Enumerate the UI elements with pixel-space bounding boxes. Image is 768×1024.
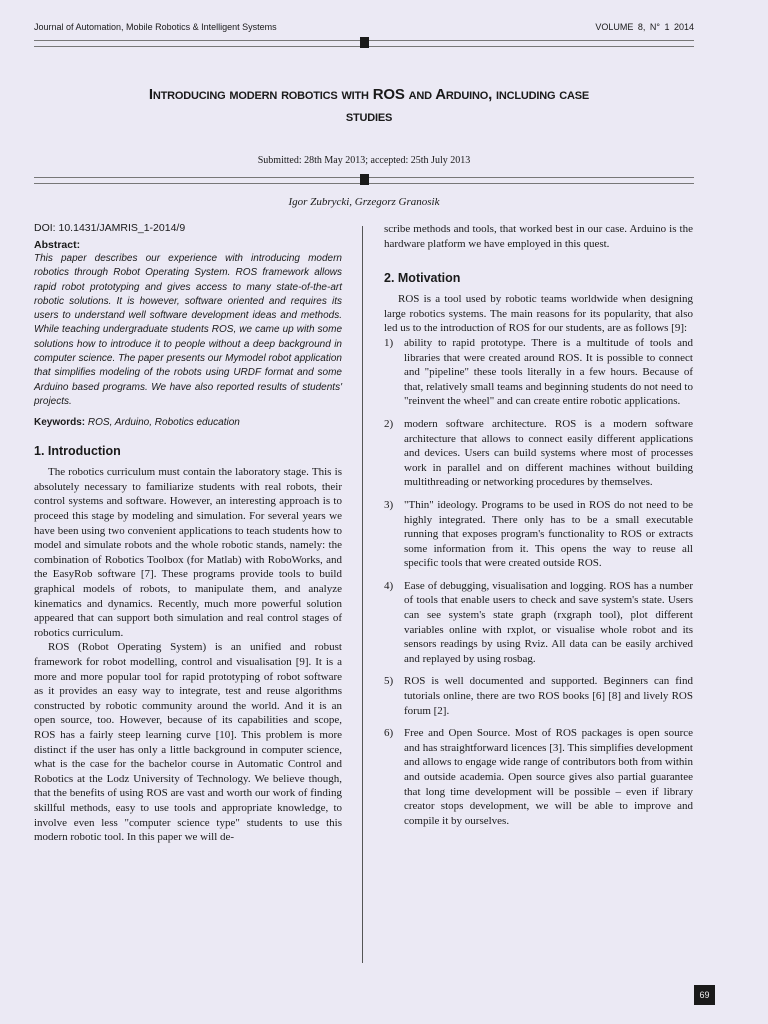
list-item-number: 1): [384, 336, 394, 349]
issue-number: N° 1: [649, 22, 670, 32]
header-rule: [34, 40, 694, 47]
list-item: [384, 674, 693, 718]
keywords-value: ROS, Arduino, Robotics education: [87, 417, 240, 429]
year: 2014: [673, 22, 694, 32]
title-rule: [34, 177, 694, 184]
list-item-number: 4): [384, 579, 394, 592]
submission-dates: Submitted: 28th May 2013; accepted: 25th July 2013: [257, 155, 471, 166]
doi: DOI: 10.1431/JAMRIS_1-2014/9: [34, 222, 186, 234]
rule-square-icon: [360, 37, 369, 48]
section-heading-motivation: 2. Motivation: [384, 271, 461, 286]
intro-paragraph-1: The robotics curriculum must contain the laboratory stage. This is absolutely necessary to familiarize students with real robots, their control systems and software. However, an interesting approach is to proceed this stage by modeling and simulation. For several years we have been using two convenient applications to teach students how to model and simulate robots and the whole robotic stands, namely: the combination of Robotics Toolbox (for Matlab) with RoboWorks, and the EasyRob software [7]. These programs provide tools to build graphical models of robots, to manipulate them, and analyze kinematics and dynamics. Recently, much more powerful solution appeared that can support both simulation and real control stages of robotics curriculum.: [34, 466, 342, 639]
list-item-text: ROS is well documented and supported. Beginners can find tutorials online, there are two ROS books [6] [8] and lively ROS forum [2].: [404, 675, 693, 717]
list-item-text: Ease of debugging, visualisation and logging. ROS has a number of tools that enable users to check and save system's state. Users can see system's state graph (rxgraph tool), plot different variables online with rxplot, or visualise whole robot and its sensors readings by using Rviz. All data can be easily archived and replayed by using rosbag.: [404, 579, 693, 665]
list-item: [384, 417, 693, 490]
volume: VOLUME 8,: [595, 22, 646, 32]
list-item-number: 5): [384, 675, 394, 688]
list-item-text: modern software architecture. ROS is a modern software architecture that allows to connect easily different applications and devices. Users can build systems where most of processes work in parallel and on different machines without building multithreading or networking procedures by themselves.: [404, 417, 693, 489]
list-item-number: 3): [384, 498, 394, 511]
abstract-text: This paper describes our experience with introducing modern robotics through Robot Operating System. ROS framework allows rapid robot prototyping and gives access to many state-of-the-art robotic solutions. It is however, software oriented and requires its users to understand well software development ideas and methods. While teaching undergraduate students ROS, we came up with some solutions how to introduce it to people without a deep background in computer science. The paper presents our Mymodel robot application that simplifies modeling of the robots using URDF format and some Arduino based programs. We have also reported results of students' projects.: [34, 253, 342, 407]
section-heading-introduction: 1. Introduction: [34, 444, 121, 459]
list-item: [384, 336, 693, 409]
title-line-2: studies: [345, 108, 393, 125]
list-item-number: 2): [384, 417, 394, 430]
paper-title: [60, 84, 678, 128]
column-divider: [362, 226, 363, 963]
abstract-heading: Abstract:: [34, 239, 81, 251]
list-item: [384, 498, 693, 571]
list-item-text: Free and Open Source. Most of ROS packages is open source and has straightforward licences [3]. This simplifies development and allows to engage wide range of contributors both from within and outside academia. Open source gives also partial guarantee that long time development will be possible – even if library creator stops development, we will be able to improve and compile it by ourselves.: [404, 727, 693, 827]
title-line-1: Introducing modern robotics with ROS and Arduino, including case: [148, 86, 590, 103]
intro-paragraph-2: ROS (Robot Operating System) is an unified and robust framework for robot modelling, control and visualisation [9]. It is a more and more popular tool for rapid prototyping of robot software as it provides an easy way to integrate, test and reuse algorithms constructed by robotic community around the world. And it is an open source, too. However, because of its capabilities and scope, ROS has a fairly steep learning curve [10]. This problem is more distinct if the user has only a little background in computer science, what is the case for the bachelor course in Automatic Control and Robotics at the Lodz University of Technology. We believe though, that the benefits of using ROS are vast and worth our work of finding skillful methods, easy to use tools and appropriate knowledge, to involve even less "computer science type" students to use this modern robotic tool. In this paper we will de-: [34, 641, 342, 844]
keywords: [34, 417, 342, 428]
list-item: [384, 579, 693, 667]
left-column: [34, 222, 342, 845]
keywords-label: Keywords:: [34, 417, 86, 429]
journal-name: Journal of Automation, Mobile Robotics & Intelligent Systems: [34, 22, 277, 32]
list-item: [384, 726, 693, 828]
authors: Igor Zubrycki, Grzegorz Granosik: [288, 196, 440, 208]
list-item-text: "Thin" ideology. Programs to be used in ROS do not need to be highly integrated. There only has to be a small executable running that exposes program's functionality to ROS or extracts some information from it. This opens the way to reuse all specific tools that were created outside ROS.: [404, 498, 693, 570]
list-item-text: ability to rapid prototype. There is a multitude of tools and libraries that were created around ROS. It is possible to connect and "pipeline" these tools literally in a few hours. Because of that, relatively small teams and beginning students do not need to "reinvent the wheel" and can create entire robotic applications.: [404, 336, 693, 408]
rule-square-icon: [360, 174, 369, 185]
volume-info: [595, 22, 694, 32]
motivation-list: [384, 336, 693, 828]
right-column: [384, 222, 693, 836]
page-number: 69: [694, 985, 715, 1005]
list-item-number: 6): [384, 727, 394, 740]
intro-continuation: scribe methods and tools, that worked best in our case. Arduino is the hardware platform we have employed in this quest.: [384, 223, 693, 250]
motivation-paragraph: ROS is a tool used by robotic teams worldwide when designing large robotics systems. The main reasons for its popularity, that also led us to the introduction of ROS for our students, are as follows [9]:: [384, 293, 693, 335]
